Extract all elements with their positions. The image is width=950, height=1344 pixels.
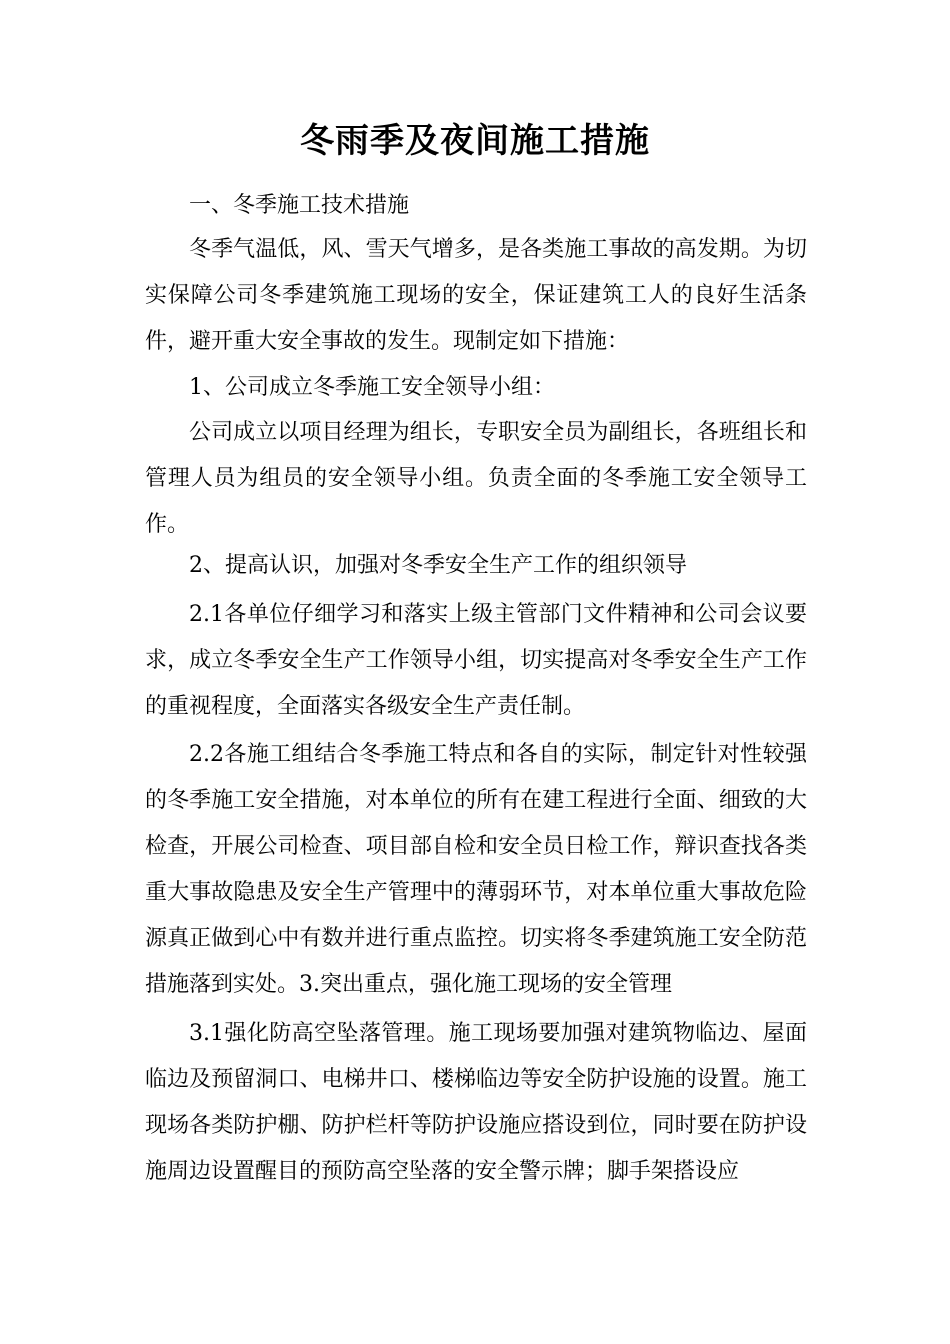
item-1-body: 公司成立以项目经理为组长，专职安全员为副组长，各班组长和管理人员为组员的安全领导小组。负责全面的冬季施工安全领导工作。 bbox=[145, 420, 807, 537]
item-3-1-paragraph: 3.1强化防高空坠落管理。施工现场要加强对建筑物临边、屋面临边及预留洞口、电梯井口、楼梯临边等安全防护设施的设置。施工现场各类防护棚、防护栏杆等防护设施应搭设到位，同时要在防护设施周边设置醒目的预防高空坠落的安全警示牌；脚手架搭设应 bbox=[145, 1021, 807, 1184]
item-2-1-paragraph: 2.1各单位仔细学习和落实上级主管部门文件精神和公司会议要求，成立冬季安全生产工作领导小组，切实提高对冬季安全生产工作的重视程度，全面落实各级安全生产责任制。 bbox=[145, 602, 807, 719]
section-heading-winter-construction: 一、冬季施工技术措施 bbox=[189, 193, 410, 218]
item-2-heading: 2、提高认识，加强对冬季安全生产工作的组织领导 bbox=[189, 553, 687, 578]
item-2-2-paragraph: 2.2各施工组结合冬季施工特点和各自的实际，制定针对性较强的冬季施工安全措施，对本单位的所有在建工程进行全面、细致的大检查，开展公司检查、项目部自检和安全员日检工作，辩识查找各类重大事故隐患及安全生产管理中的薄弱环节，对本单位重大事故危险源真正做到心中有数并进行重点监控。切实将冬季建筑施工安全防范措施落到实处。3.突出重点，强化施工现场的安全管理 bbox=[145, 742, 807, 997]
document-title: 冬雨季及夜间施工措施 bbox=[300, 121, 650, 161]
intro-paragraph: 冬季气温低，风、雪天气增多，是各类施工事故的高发期。为切实保障公司冬季建筑施工现场的安全，保证建筑工人的良好生活条件，避开重大安全事故的发生。现制定如下措施： bbox=[145, 237, 807, 354]
item-1-heading: 1、公司成立冬季施工安全领导小组： bbox=[189, 375, 555, 400]
